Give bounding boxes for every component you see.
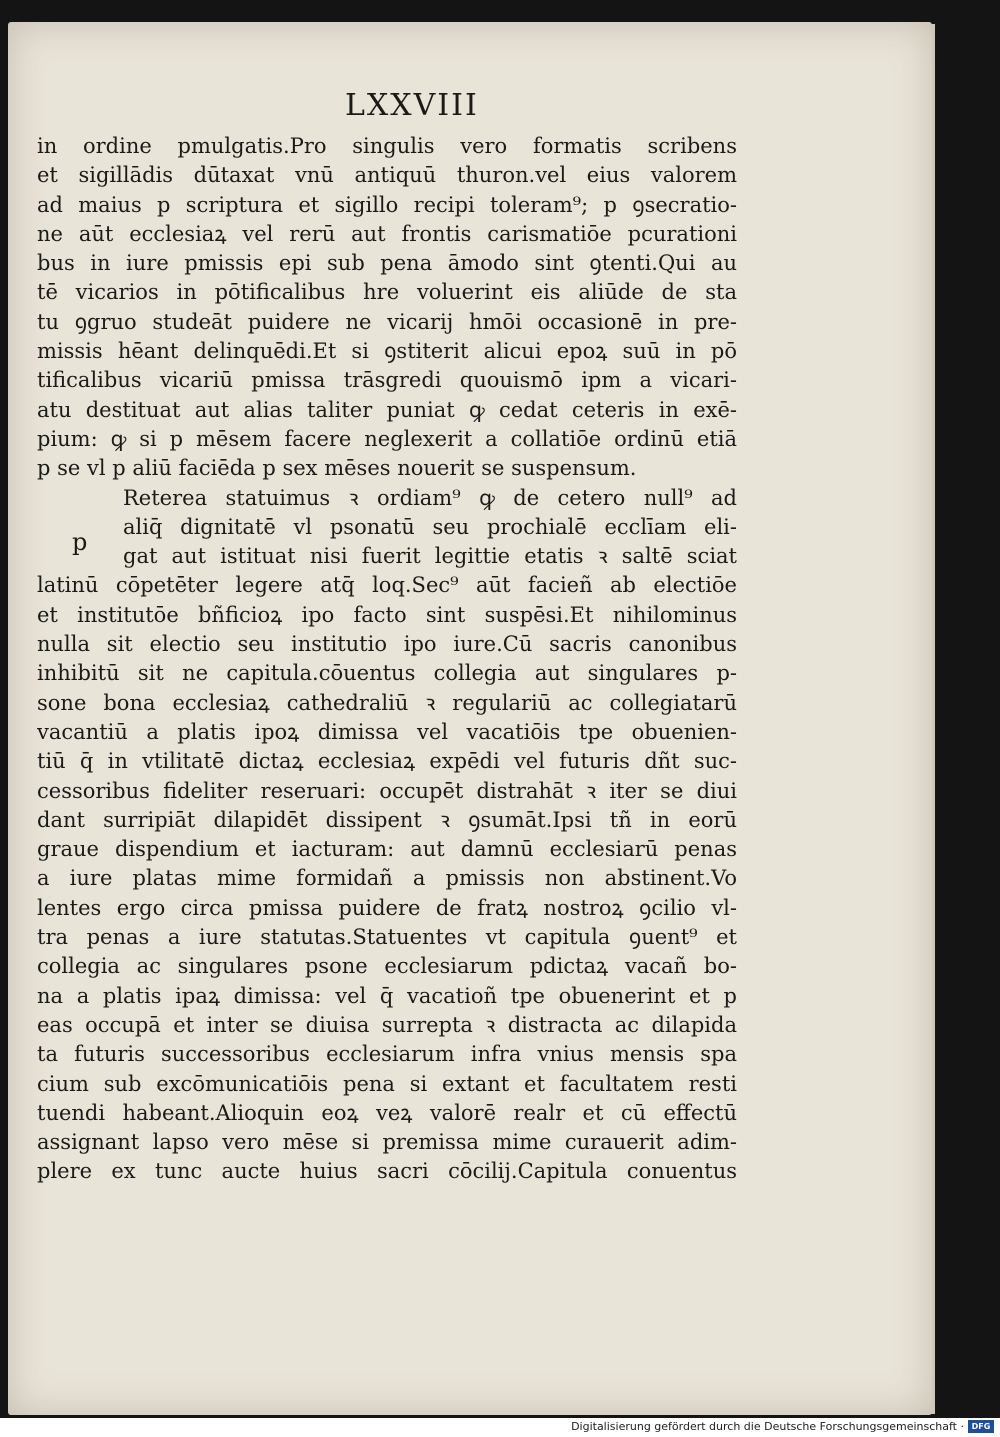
text-line: et institutōe bñficioꝝ ipo facto sint suspēsi.Et nihilominus [37,602,737,627]
text-line: bus in iure pmissis epi sub pena āmodo sint ꝯtenti.Qui au [37,251,737,276]
text-block [37,132,737,1187]
text-line: sone bona ecclesiaꝝ cathedraliū ꝛ regulariū ac collegiatarū [37,690,737,715]
text-line: missis hēant delinquēdi.Et si ꝯstiterit alicui epoꝝ suū in pō [37,339,737,364]
text-line: graue dispendium et iacturam: aut damnū ecclesiarū penas [37,837,737,862]
text-line: ad maius p scriptura et sigillo recipi toleram⁹; p ꝯsecratio- [37,192,737,217]
text-line: aliq̄ dignitatē vl psonatū seu prochialē ecclīam eli- [123,514,737,539]
text-line: pium: ꝙ si p mēsem facere neglexerit a collatiōe ordinū etiā [37,426,737,451]
text-line: a iure platas mime formidañ a pmissis non abstinent.Vo [37,866,737,891]
text-line: ta futuris successoribus ecclesiarum infra vnius mensis spa [37,1042,737,1067]
text-line: assignant lapso vero mēse si premissa mime curauerit adim- [37,1130,737,1155]
text-line: ne aūt ecclesiaꝝ vel rerū aut frontis carismatiōe pcurationi [37,221,737,246]
text-line: cium sub excōmunicatiōis pena si extant et facultatem resti [37,1071,737,1096]
text-line: gat aut istituat nisi fuerit legittie etatis ꝛ saltē sciat [123,544,737,569]
text-line: inhibitū sit ne capitula.cōuentus collegia aut singulares p- [37,661,737,686]
text-line: dant surripiāt dilapidēt dissipent ꝛ ꝯsumāt.Ipsi tñ in eorū [37,807,737,832]
text-line: tificalibus vicariū pmissa trāsgredi quouismō ipm a vicari- [37,368,737,393]
text-line: vacantiū a platis ipoꝝ dimissa vel vacatiōis tpe obuenien- [37,719,737,744]
text-line: Reterea statuimus ꝛ ordiam⁹ ꝙ de cetero null⁹ ad [123,485,737,510]
text-line: tu ꝯgruo studeāt puidere ne vicarij hmōi occasionē in pre- [37,309,737,334]
folio-number: LXXVIII [345,88,479,123]
text-line: lentes ergo circa pmissa puidere de fratꝝ nostroꝝ ꝯcilio vl- [37,895,737,920]
text-line: eas occupā et inter se diuisa surrepta ꝛ distracta ac dilapida [37,1012,737,1037]
text-line: tra penas a iure statutas.Statuentes vt capitula ꝯuent⁹ et [37,925,737,950]
text-line: in ordine pmulgatis.Pro singulis vero formatis scribens [37,134,737,158]
text-line: collegia ac singulares psone ecclesiarum pdictaꝝ vacañ bo- [37,954,737,979]
text-line: cessoribus fideliter reseruari: occupēt distrahāt ꝛ iter se diui [37,778,737,803]
dfg-logo: DFG [968,1420,994,1433]
text-line: tiū q̄ in vtilitatē dictaꝝ ecclesiaꝝ expēdi vel futuris dñt suc- [37,749,737,774]
text-line: tuendi habeant.Alioquin eoꝝ veꝝ valorē realr et cū effectū [37,1100,737,1125]
initial-letter: p [72,528,88,556]
text-line: nulla sit electio seu institutio ipo iure.Cū sacris canonibus [37,632,737,657]
text-line: plere ex tunc aucte huius sacri cōcilij.Capitula conuentus [37,1159,737,1184]
text-line: p se vl p aliū faciēda p sex mēses nouerit se suspensum. [37,456,637,481]
digitization-credit: Digitalisierung gefördert durch die Deutsche Forschungsgemeinschaft · [571,1420,964,1433]
text-line: tē vicarios in pōtificalibus hre voluerint eis aliūde de sta [37,280,737,305]
text-line: na a platis ipaꝝ dimissa: vel q̄ vacatioñ tpe obuenerint et p [37,983,737,1008]
text-line: et sigillādis dūtaxat vnū antiquū thuron.vel eius valorem [37,163,737,188]
text-line: latinū cōpetēter legere atq̄ loq.Sec⁹ aūt facieñ ab electiōe [37,573,737,598]
text-line: atu destituat aut alias taliter puniat ꝙ cedat ceteris in exē- [37,397,737,422]
